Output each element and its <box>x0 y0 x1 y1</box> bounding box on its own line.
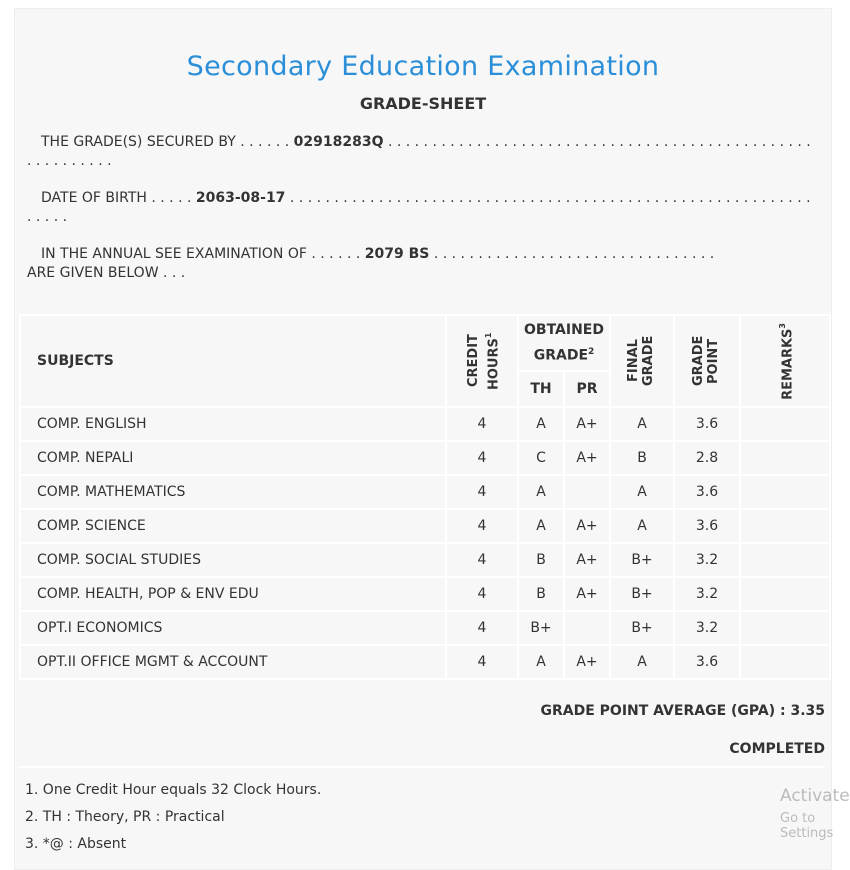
header-pr: PR <box>564 371 610 407</box>
cell-th: B <box>518 543 564 577</box>
cell-gp: 2.8 <box>674 441 740 475</box>
dob-line <box>27 189 817 227</box>
exam-year: 2079 BS <box>364 246 430 262</box>
dob-value: 2063-08-17 <box>195 190 286 206</box>
page-title: Secondary Education Examination <box>186 51 660 82</box>
exam-tail: ARE GIVEN BELOW . . . <box>27 265 186 281</box>
cell-remarks <box>740 543 830 577</box>
cell-credit: 4 <box>446 509 518 543</box>
cell-subject: OPT.I ECONOMICS <box>20 611 446 645</box>
table-row <box>20 543 830 577</box>
cell-subject: COMP. SOCIAL STUDIES <box>20 543 446 577</box>
dots: . . . . . . . . . . . . . . . . . . . . . . . . . . . . . . . . . . . . . . . . . . . . . . . . . . . . . . . . . . . . . . . . <box>27 190 811 225</box>
header-final <box>610 315 674 407</box>
cell-pr: A+ <box>564 407 610 441</box>
cell-credit: 4 <box>446 475 518 509</box>
cell-subject: COMP. HEALTH, POP & ENV EDU <box>20 577 446 611</box>
cell-remarks <box>740 441 830 475</box>
cell-subject: OPT.II OFFICE MGMT & ACCOUNT <box>20 645 446 679</box>
footnotes <box>25 777 321 858</box>
cell-pr: A+ <box>564 509 610 543</box>
activation-watermark: Activate <box>780 786 850 806</box>
secured-by-line <box>27 133 817 171</box>
cell-pr: A+ <box>564 543 610 577</box>
cell-credit: 4 <box>446 441 518 475</box>
cell-remarks <box>740 475 830 509</box>
cell-pr: A+ <box>564 441 610 475</box>
note-3: 3. *@ : Absent <box>25 836 127 852</box>
cell-th: C <box>518 441 564 475</box>
table-row <box>20 611 830 645</box>
cell-subject: COMP. SCIENCE <box>20 509 446 543</box>
exam-line <box>27 245 817 264</box>
secured-by-label: THE GRADE(S) SECURED BY . . . . . . <box>41 134 294 150</box>
cell-credit: 4 <box>446 611 518 645</box>
cell-final: A <box>610 475 674 509</box>
cell-remarks <box>740 645 830 679</box>
cell-gp: 3.2 <box>674 543 740 577</box>
header-obtained-label: OBTAINED GRADE <box>524 322 604 364</box>
cell-gp: 3.2 <box>674 611 740 645</box>
gpa: GRADE POINT AVERAGE (GPA) : 3.35 <box>540 703 825 719</box>
cell-final: B+ <box>610 577 674 611</box>
grades-table <box>19 314 831 680</box>
cell-subject: COMP. NEPALI <box>20 441 446 475</box>
cell-final: B+ <box>610 543 674 577</box>
note-1: 1. One Credit Hour equals 32 Clock Hours. <box>25 782 322 798</box>
header-credit <box>446 315 518 407</box>
header-th: TH <box>518 371 564 407</box>
footnote-1: 1 <box>484 332 493 338</box>
cell-credit: 4 <box>446 577 518 611</box>
header-gp <box>674 315 740 407</box>
cell-pr <box>564 611 610 645</box>
cell-remarks <box>740 509 830 543</box>
cell-credit: 4 <box>446 543 518 577</box>
cell-final: A <box>610 645 674 679</box>
header-gp-label: GRADE POINT <box>691 335 721 387</box>
cell-remarks <box>740 577 830 611</box>
cell-gp: 3.2 <box>674 577 740 611</box>
result-status: COMPLETED <box>729 741 825 757</box>
cell-th: A <box>518 509 564 543</box>
cell-pr <box>564 475 610 509</box>
cell-th: A <box>518 407 564 441</box>
symbol-number: 02918283Q <box>293 134 384 150</box>
divider <box>19 766 825 768</box>
cell-pr: A+ <box>564 577 610 611</box>
dob-label: DATE OF BIRTH . . . . . <box>41 190 196 206</box>
cell-final: B <box>610 441 674 475</box>
table-row <box>20 475 830 509</box>
cell-remarks <box>740 407 830 441</box>
cell-th: B+ <box>518 611 564 645</box>
cell-final: A <box>610 407 674 441</box>
cell-final: A <box>610 509 674 543</box>
dots: . . . . . . . . . . . . . . . . . . . . . . . . . . . . . . . . . . . . . . . . . . . . . . . . . . . . . . . . . . <box>27 134 811 169</box>
note-2: 2. TH : Theory, PR : Practical <box>25 809 225 825</box>
cell-gp: 3.6 <box>674 475 740 509</box>
header-final-label: FINAL GRADE <box>626 335 656 387</box>
footnote-3: 3 <box>777 322 787 329</box>
cell-credit: 4 <box>446 407 518 441</box>
cell-th: B <box>518 577 564 611</box>
activation-watermark-sub: Go to Settings <box>780 811 834 841</box>
cell-gp: 3.6 <box>674 407 740 441</box>
cell-remarks <box>740 611 830 645</box>
cell-th: A <box>518 475 564 509</box>
header-remarks-label: REMARKS <box>780 328 796 400</box>
cell-th: A <box>518 645 564 679</box>
cell-gp: 3.6 <box>674 645 740 679</box>
footnote-2: 2 <box>588 347 595 358</box>
table-row <box>20 407 830 441</box>
header-subjects: SUBJECTS <box>20 315 446 407</box>
page-subtitle: GRADE-SHEET <box>359 94 487 113</box>
cell-gp: 3.6 <box>674 509 740 543</box>
cell-final: B+ <box>610 611 674 645</box>
header-obtained <box>518 315 610 371</box>
cell-subject: COMP. ENGLISH <box>20 407 446 441</box>
dots: . . . . . . . . . . . . . . . . . . . . . . . . . . . . . . . . <box>429 246 715 262</box>
cell-credit: 4 <box>446 645 518 679</box>
header-credit-label: CREDIT HOURS <box>466 334 502 390</box>
exam-label: IN THE ANNUAL SEE EXAMINATION OF . . . . . . <box>41 246 365 262</box>
cell-pr: A+ <box>564 645 610 679</box>
table-row <box>20 441 830 475</box>
table-row <box>20 577 830 611</box>
grade-sheet <box>14 8 832 870</box>
table-row <box>20 645 830 679</box>
table-row <box>20 509 830 543</box>
cell-subject: COMP. MATHEMATICS <box>20 475 446 509</box>
header-remarks <box>740 315 830 407</box>
